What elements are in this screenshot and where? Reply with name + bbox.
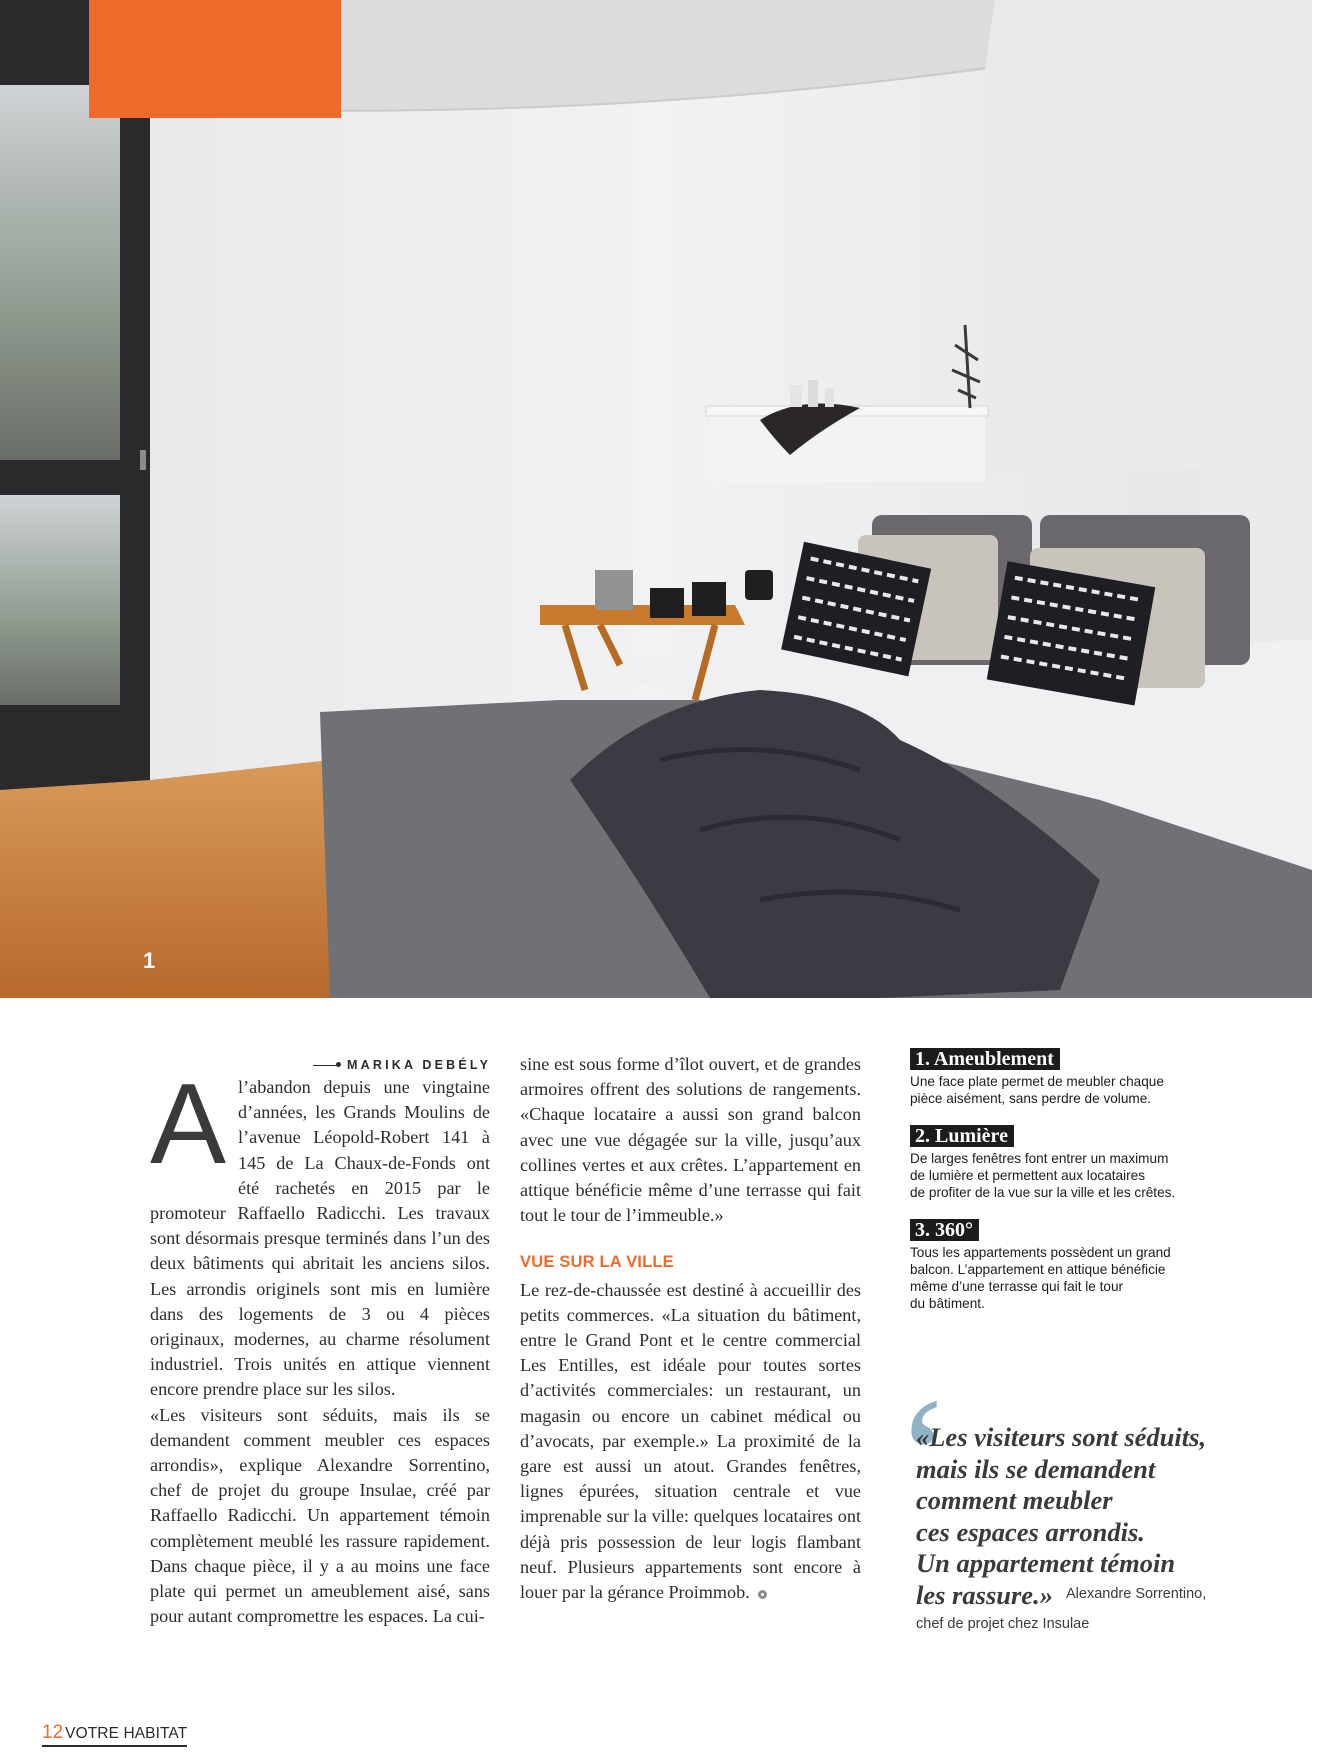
article-column-2	[520, 1052, 861, 1605]
key-point-title: 2. Lumière	[910, 1125, 1014, 1147]
magazine-name: VOTRE HABITAT	[65, 1725, 188, 1742]
quote-author-name: Alexandre Sorrentino,	[1066, 1586, 1207, 1602]
key-point	[910, 1048, 1240, 1107]
article-column-1	[150, 1052, 490, 1629]
subheading: VUE SUR LA VILLE	[520, 1253, 674, 1272]
paragraph: «Les visiteurs sont séduits, mais ils se demandent comment meubler ces espaces arrondis», explique Alexandre Sorrentino, chef de projet du groupe Insulae, créé par Raffaello Radicchi. Un appartement témoin complètement meublé les rassure rapidement. Dans chaque pièce, il y a au moins une face plate qui permet un ameublement aisé, sans pour autant compromettre les espaces. La cui-	[150, 1404, 490, 1627]
key-point	[910, 1125, 1240, 1201]
quote-author-role: chef de projet chez Insulae	[916, 1616, 1090, 1632]
end-of-article-icon	[758, 1590, 767, 1599]
pull-quote: «Les visiteurs sont séduits, mais ils se demandent comment meubler ces espaces arrondis. Un appartement témoin les rassure.»	[916, 1422, 1207, 1610]
paragraph: sine est sous forme d’îlot ouvert, et de grandes armoires offrent des solutions de rangements. «Chaque locataire a aussi son grand balcon avec une vue dégagée sur la ville, jusqu’aux collines vertes et aux crêtes. L’appartement en attique bénéficie même d’une terrasse qui fait tout le tour de l’immeuble.»	[520, 1054, 861, 1226]
key-points-sidebar	[910, 1048, 1240, 1330]
drop-cap: A	[150, 1061, 227, 1188]
key-point-text: Tous les appartements possèdent un grand balcon. L’appartement en attique bénéficie même d’une terrasse qui fait le tour du bâtiment.	[910, 1245, 1171, 1311]
author-name: MARIKA DEBÉLY	[347, 1058, 492, 1072]
page-number: 12	[42, 1722, 64, 1743]
paragraph	[520, 1278, 861, 1606]
page-footer	[42, 1722, 187, 1747]
paragraph-text: Le rez-de-chaussée est destiné à accueillir des petits commerces. «La situation du bâtiment, entre le Grand Pont et le centre commercial Les Entilles, est idéale pour toutes sortes d’activités commerciales: un restaurant, un magasin ou encore un cabinet médical ou d’avocats, par exemple.» La proximité de la gare est aussi un atout. Grandes fenêtres, lignes épurées, situation centrale et vue imprenable sur la ville: quelques locataires ont déjà pris possession de leur logis flambant neuf. Plusieurs appartements sont encore à louer par la gérance Proimmob.	[520, 1279, 861, 1603]
quote-mark-icon: ‘	[895, 1363, 952, 1551]
paragraph: l’abandon depuis une vingtaine d’années, les Grands Moulins de l’avenue Léopold-Robert 141 à 145 de La Chaux-de-Fonds ont été rachetés en 2015 par le promoteur Raffaello Radicchi. Les travaux sont désormais presque terminés dans l’un des deux bâtiments qui abritait les anciens silos. Les arrondis originels sont mis en lumière dans des logements de 3 ou 4 pièces originaux, modernes, au charme résolument industriel. Trois unités en attique viennent encore prendre place sur les silos.	[150, 1077, 490, 1400]
key-point	[910, 1219, 1240, 1312]
key-point-text: De larges fenêtres font entrer un maximum de lumière et permettent aux locataires de profiter de la vue sur la ville et les crêtes.	[910, 1151, 1176, 1200]
key-point-title: 1. Ameublement	[910, 1048, 1060, 1070]
quote-attribution	[916, 1586, 1246, 1639]
key-point-title: 3. 360°	[910, 1219, 979, 1241]
photo-number: 1	[143, 948, 156, 973]
section-color-tab	[89, 0, 341, 118]
key-point-text: Une face plate permet de meubler chaque pièce aisément, sans perdre de volume.	[910, 1074, 1164, 1106]
